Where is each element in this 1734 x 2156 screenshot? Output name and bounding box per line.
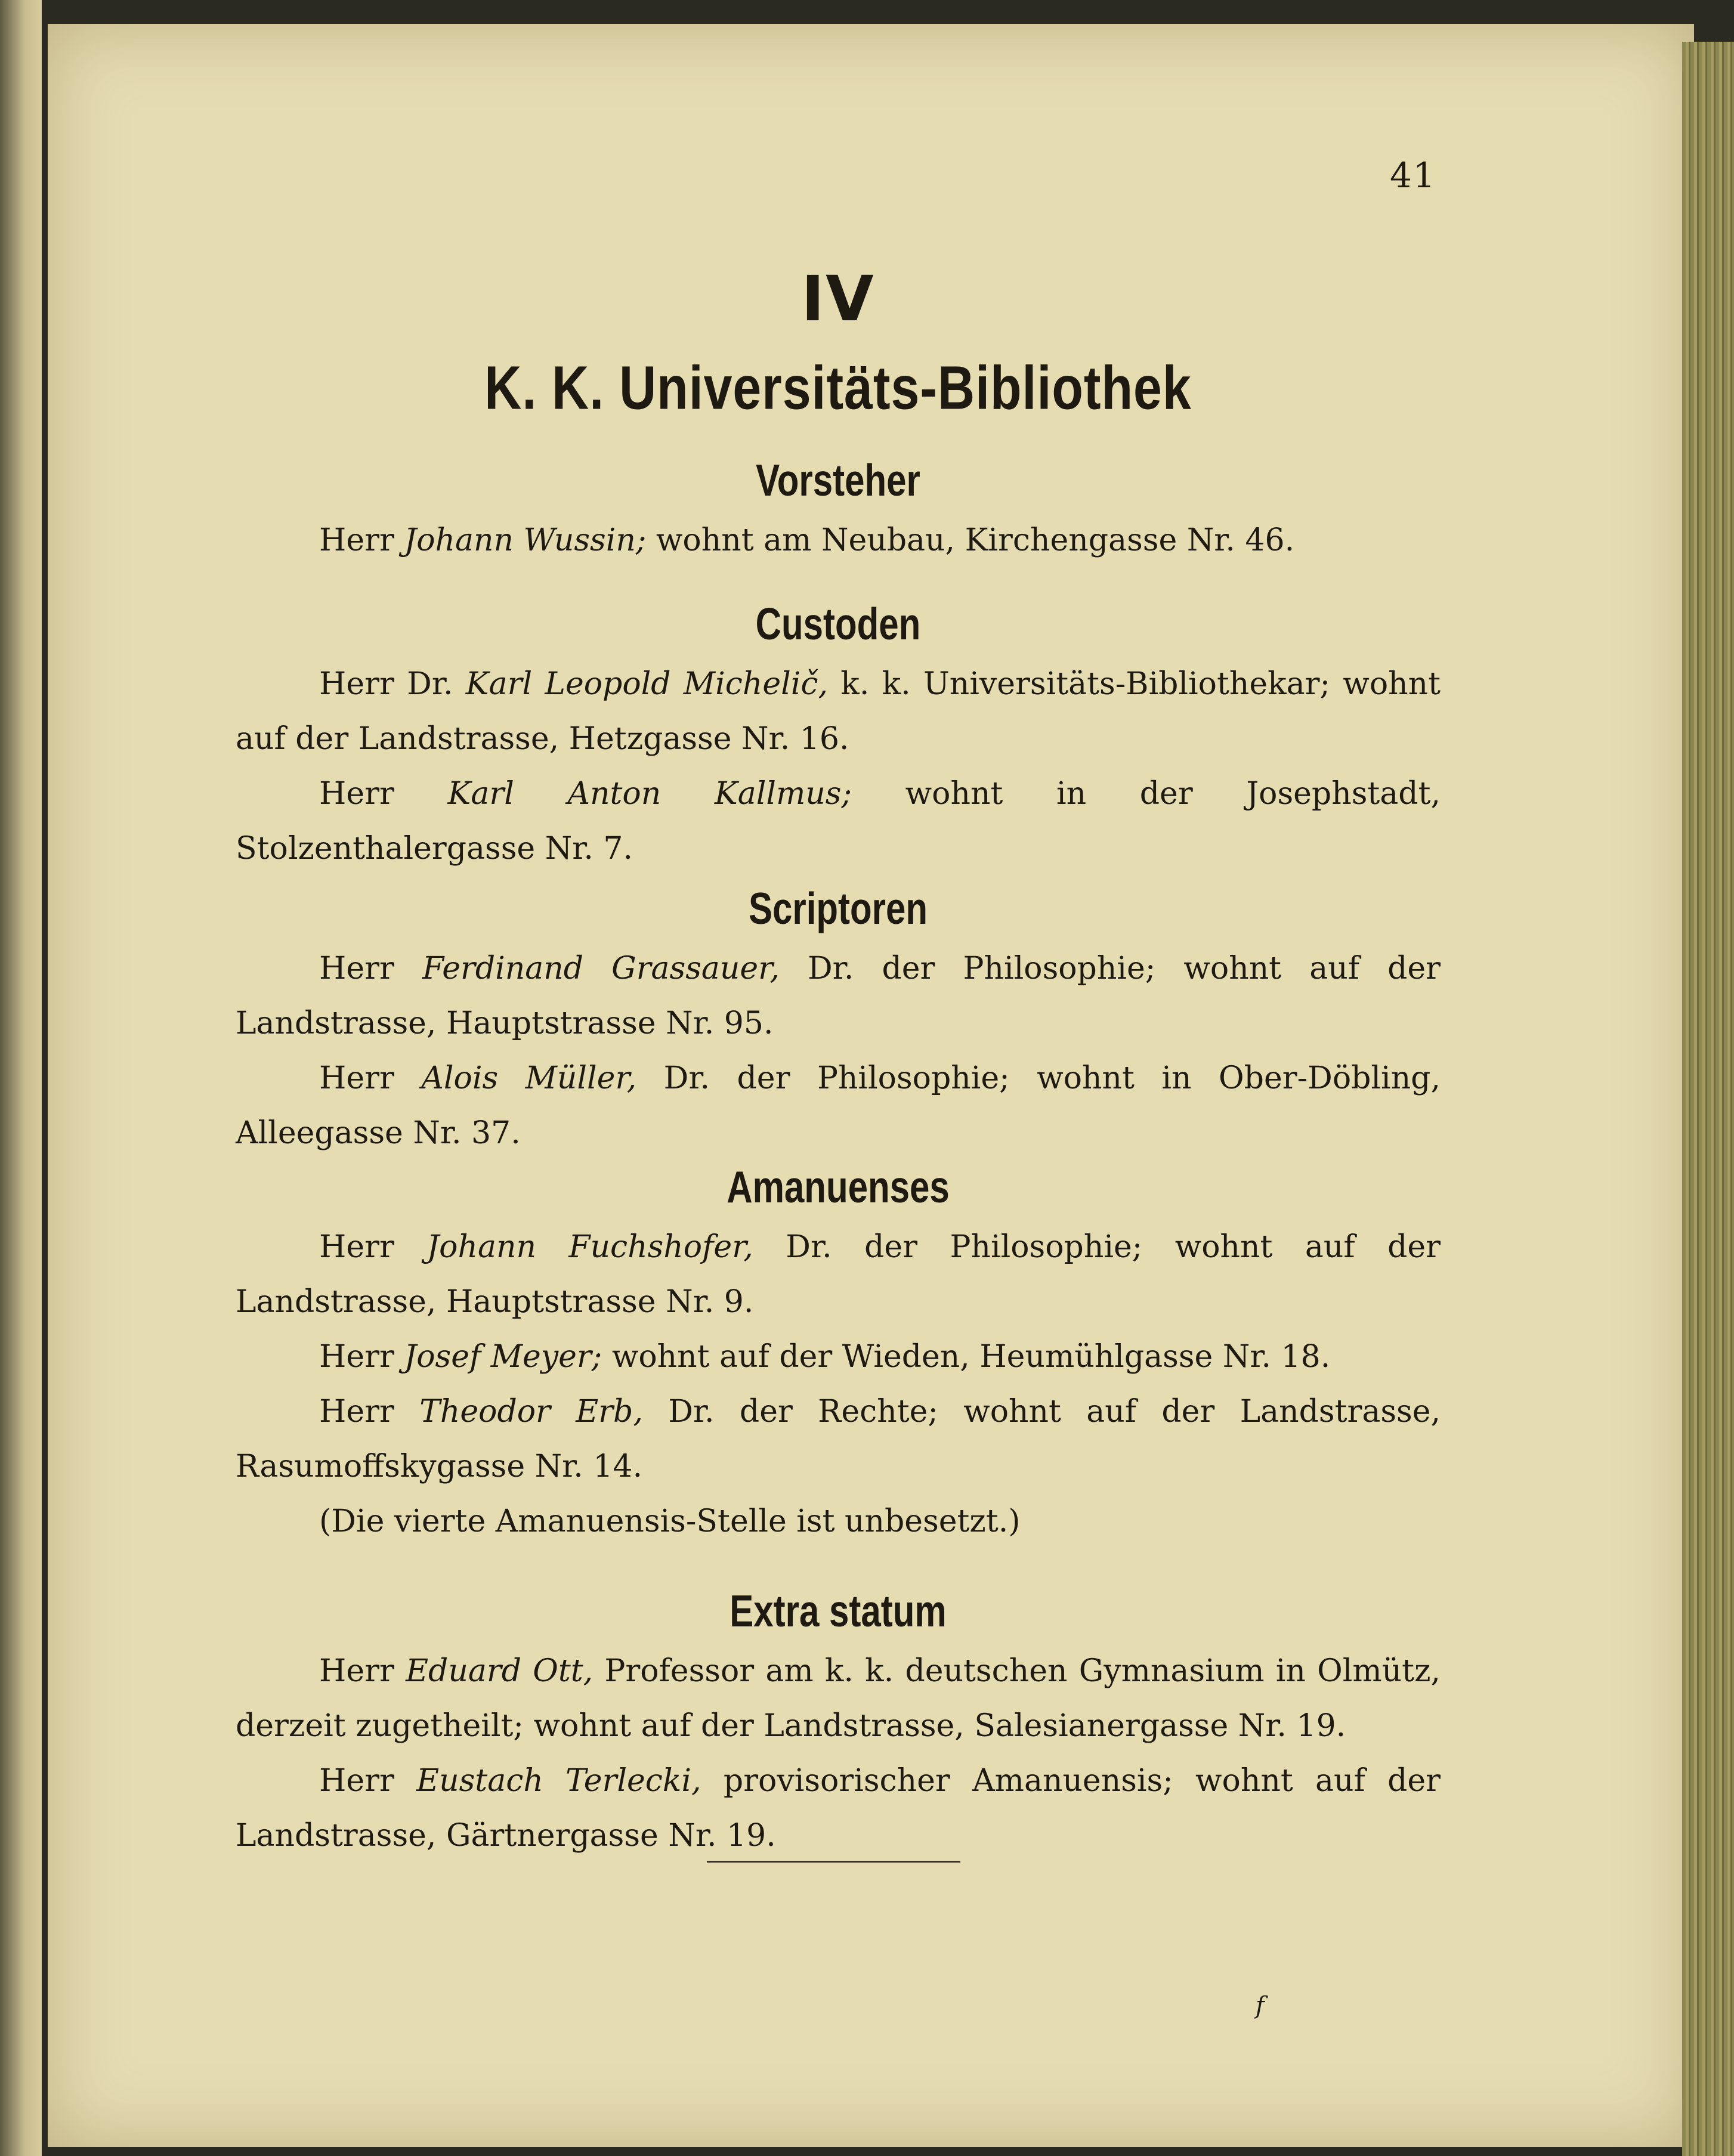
page-edges	[1682, 42, 1734, 2156]
entry-name: Alois Müller,	[421, 1060, 637, 1096]
entry	[236, 1644, 1441, 1753]
closing-rule	[707, 1861, 960, 1863]
vacancy-note: (Die vierte Amanuensis-Stelle ist unbesetzt.)	[319, 1504, 1021, 1539]
entry-name: Karl Leopold Michelič,	[465, 666, 829, 702]
entry-text: Dr. der Philosophie; wohnt in Ober-Döbling, Alleegasse Nr. 37.	[236, 1060, 1441, 1151]
signature-mark: f	[1256, 1992, 1265, 2019]
entry-name: Eduard Ott,	[406, 1653, 594, 1689]
entry-title: Herr	[319, 1229, 394, 1265]
entry-text: Dr. der Philosophie; wohnt auf der Landstrasse, Hauptstrasse Nr. 9.	[236, 1229, 1441, 1320]
entry-text: Dr. der Rechte; wohnt auf der Landstrasse, Rasumoffskygasse Nr. 14.	[236, 1394, 1441, 1484]
entry	[236, 1051, 1441, 1161]
entry-title: Herr	[319, 776, 394, 812]
entry	[236, 1329, 1441, 1384]
entry-title: Herr	[319, 1060, 394, 1096]
entry-text: Dr. der Philosophie; wohnt auf der Landstrasse, Hauptstrasse Nr. 95.	[236, 951, 1441, 1041]
entry-text: provisorischer Amanuensis; wohnt auf der Landstrasse, Gärtnergasse Nr. 19.	[236, 1763, 1441, 1854]
entry-title: Herr	[319, 1394, 394, 1430]
entry	[236, 657, 1441, 766]
section-number: IV	[801, 262, 875, 335]
entry-title: Herr	[319, 1339, 394, 1375]
section-scriptoren	[236, 883, 1441, 1161]
entry-text: wohnt am Neubau, Kirchengasse Nr. 46.	[646, 522, 1295, 558]
section-custoden	[236, 599, 1441, 876]
entry-text: k. k. Universitäts-Bibliothekar; wohnt auf der Landstrasse, Hetzgasse Nr. 16.	[236, 666, 1441, 757]
entry	[236, 941, 1441, 1051]
entry	[236, 513, 1441, 568]
page-number: 41	[1390, 155, 1436, 196]
entry-title: Herr Dr.	[319, 666, 453, 702]
entry-title: Herr	[319, 1763, 394, 1799]
entry	[236, 1384, 1441, 1494]
entry-name: Ferdinand Grassauer,	[422, 951, 780, 986]
entry-text: wohnt in der Josephstadt, Stolzenthalergasse Nr. 7.	[236, 776, 1441, 867]
entry-name: Johann Fuchshofer,	[426, 1229, 753, 1265]
section-heading: Amanuenses	[727, 1162, 950, 1212]
section-amanuenses	[236, 1162, 1441, 1549]
entry-name: Karl Anton Kallmus;	[447, 776, 852, 812]
section-vorsteher	[236, 455, 1441, 568]
book-gutter	[0, 0, 42, 2156]
section-heading: Vorsteher	[756, 455, 920, 506]
entry	[236, 1220, 1441, 1329]
entry-text: Professor am k. k. deutschen Gymnasium in Olmütz, derzeit zugetheilt; wohnt auf der Landstrasse, Salesianergasse Nr. 19.	[236, 1653, 1441, 1744]
section-heading: Scriptoren	[748, 883, 928, 934]
page-content	[236, 262, 1441, 1863]
page-title: K. K. Universitäts-Bibliothek	[484, 354, 1192, 423]
section-heading: Extra statum	[730, 1586, 947, 1637]
entry	[236, 1753, 1441, 1863]
entry-title: Herr	[319, 1653, 394, 1689]
entry	[236, 766, 1441, 876]
section-extra-statum	[236, 1586, 1441, 1863]
entry-name: Theodor Erb,	[419, 1394, 643, 1430]
entry-text: wohnt auf der Wieden, Heumühlgasse Nr. 18.	[602, 1339, 1331, 1375]
entry-title: Herr	[319, 522, 394, 558]
entry-name: Josef Meyer;	[404, 1339, 602, 1375]
entry-name: Johann Wussin;	[404, 522, 647, 558]
section-heading: Custoden	[755, 599, 921, 649]
entry-title: Herr	[319, 951, 394, 986]
entry-name: Eustach Terlecki,	[416, 1763, 701, 1799]
